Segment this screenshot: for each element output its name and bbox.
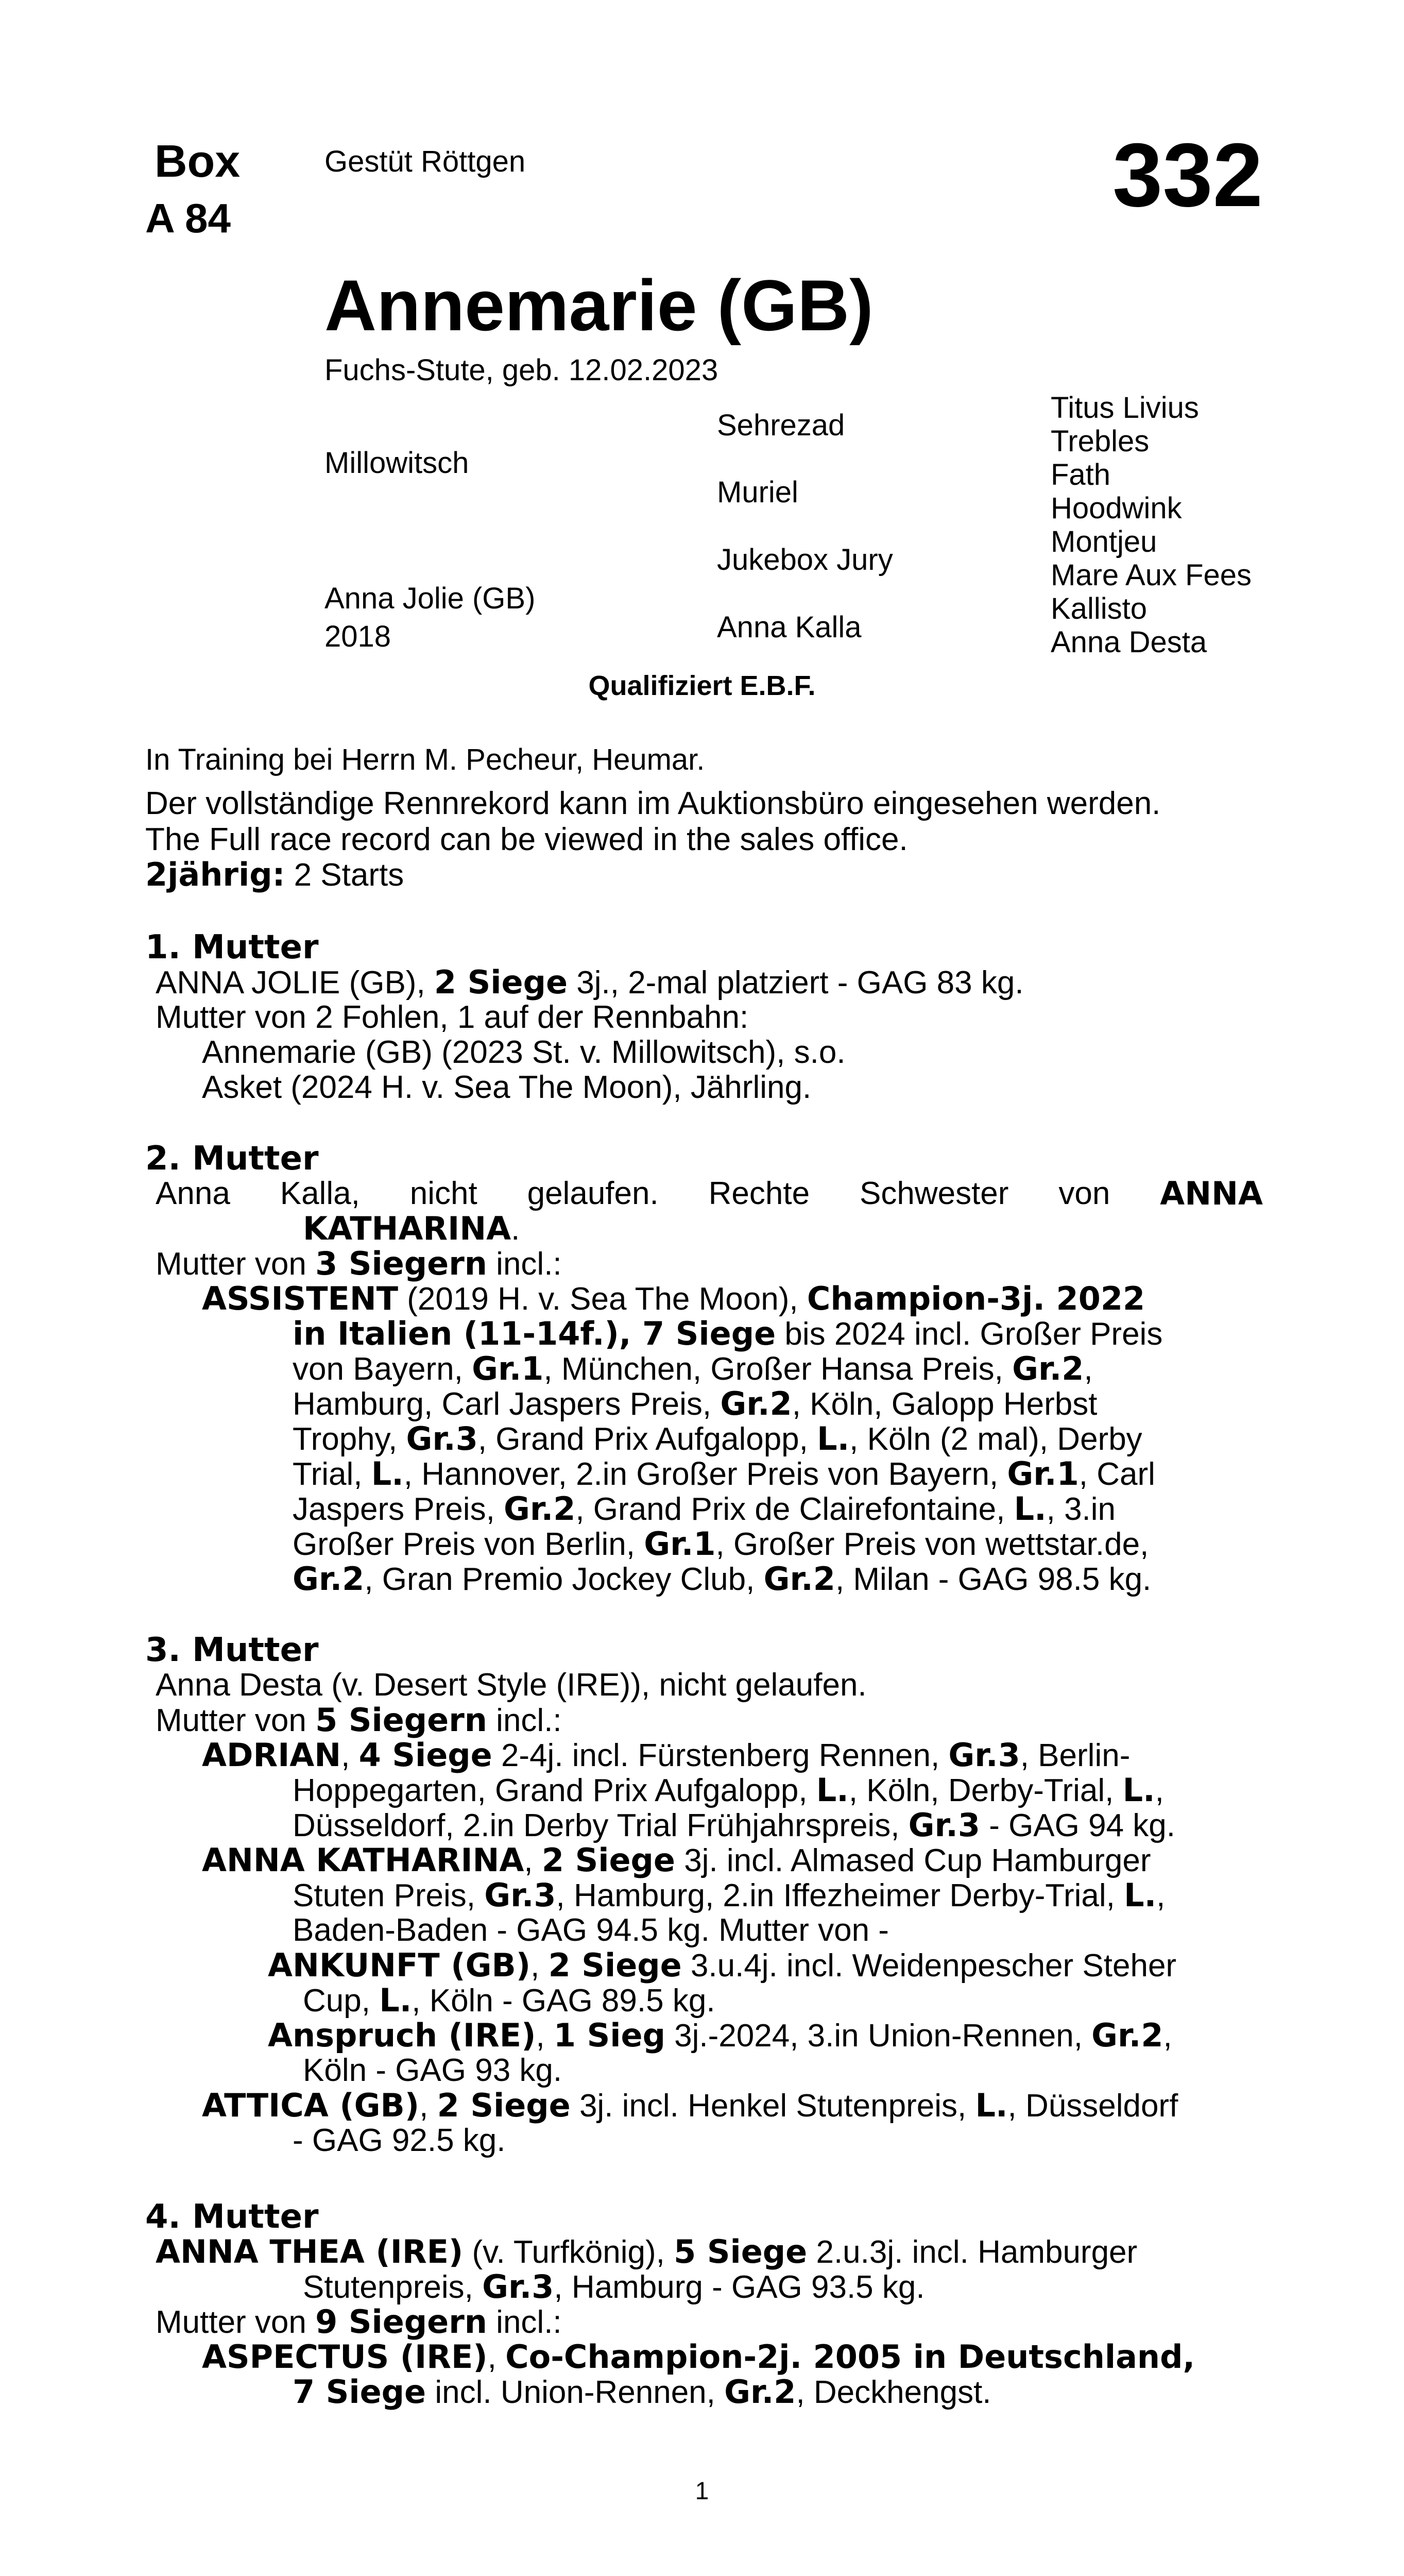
dam2-line: Großer Preis von Berlin, Gr.1, Großer Preis von wettstar.de, — [293, 1525, 1149, 1563]
dam2-line: von Bayern, Gr.1, München, Großer Hansa Preis, Gr.2, — [293, 1350, 1093, 1387]
pedigree-great-grandparent: Hoodwink — [1051, 492, 1182, 525]
two-year-text: 2 Starts — [285, 857, 404, 893]
race-record-de: Der vollständige Rennrekord kann im Auktionsbüro eingesehen werden. — [145, 786, 1161, 821]
section-heading: 2. Mutter — [145, 1140, 319, 1178]
pedigree-great-grandparent: Mare Aux Fees — [1051, 558, 1252, 592]
race-record-en: The Full race record can be viewed in the sales office. — [145, 822, 908, 857]
dam3-line: ATTICA (GB), 2 Siege 3j. incl. Henkel Stutenpreis, L., Düsseldorf — [202, 2087, 1178, 2124]
pedigree-dam: Anna Jolie (GB) — [324, 582, 536, 615]
dam3-line: Anspruch (IRE), 1 Sieg 3j.-2024, 3.in Union-Rennen, Gr.2, — [268, 2016, 1172, 2054]
dam4-line: ANNA THEA (IRE) (v. Turfkönig), 5 Siege 2.u.3j. incl. Hamburger — [156, 2233, 1138, 2270]
dam3-line: Mutter von 5 Siegern incl.: — [156, 1701, 562, 1739]
qualification: Qualifiziert E.B.F. — [588, 670, 816, 701]
two-year-label: 2jährig: — [145, 856, 285, 893]
lot-number: 332 — [1112, 125, 1263, 226]
box-number: A 84 — [145, 195, 231, 241]
dam3-line: Hoppegarten, Grand Prix Aufgalopp, L., Köln, Derby-Trial, L., — [293, 1771, 1164, 1809]
dam2-line: in Italien (11-14f.), 7 Siege bis 2024 incl. Großer Preis — [293, 1315, 1163, 1352]
pedigree-grandparent: Jukebox Jury — [717, 543, 893, 577]
pedigree-grandparent: Muriel — [717, 476, 798, 509]
dam3-line: ADRIAN, 4 Siege 2-4j. incl. Fürstenberg Rennen, Gr.3, Berlin- — [202, 1736, 1131, 1774]
dam3-line: ANNA KATHARINA, 2 Siege 3j. incl. Almased Cup Hamburger — [202, 1841, 1151, 1879]
dam1-line: Annemarie (GB) (2023 St. v. Millowitsch), s.o. — [202, 1035, 846, 1070]
pedigree-grandparent: Sehrezad — [717, 409, 845, 442]
dam3-line: Stuten Preis, Gr.3, Hamburg, 2.in Iffezheimer Derby-Trial, L., — [293, 1876, 1166, 1914]
pedigree-great-grandparent: Anna Desta — [1051, 625, 1207, 659]
dam2-line: Trial, L., Hannover, 2.in Großer Preis von Bayern, Gr.1, Carl — [293, 1455, 1155, 1493]
dam4-line: Stutenpreis, Gr.3, Hamburg - GAG 93.5 kg. — [303, 2268, 925, 2306]
dam2-line: KATHARINA. — [303, 1210, 520, 1247]
breeder: Gestüt Röttgen — [324, 145, 526, 178]
pedigree-dam-year: 2018 — [324, 620, 391, 653]
dam1-line: Asket (2024 H. v. Sea The Moon), Jährling. — [202, 1070, 812, 1105]
dam3-line: Anna Desta (v. Desert Style (IRE)), nicht gelaufen. — [156, 1667, 867, 1703]
dam2-line: Anna Kalla, nicht gelaufen. Rechte Schwester von ANNA — [156, 1175, 1263, 1212]
dam3-line: Köln - GAG 93 kg. — [303, 2053, 562, 2088]
dam2-line: ASSISTENT (2019 H. v. Sea The Moon), Champion-3j. 2022 — [202, 1280, 1145, 1317]
pedigree-sire: Millowitsch — [324, 446, 469, 480]
dam2-line: Jaspers Preis, Gr.2, Grand Prix de Clairefontaine, L., 3.in — [293, 1490, 1116, 1528]
box-label: Box — [155, 135, 241, 187]
dam1-line: Mutter von 2 Fohlen, 1 auf der Rennbahn: — [156, 999, 749, 1035]
dam2-line: Trophy, Gr.3, Grand Prix Aufgalopp, L., Köln (2 mal), Derby — [293, 1420, 1142, 1458]
dam3-line: ANKUNFT (GB), 2 Siege 3.u.4j. incl. Weidenpescher Steher — [268, 1946, 1177, 1984]
dam4-line: Mutter von 9 Siegern incl.: — [156, 2303, 562, 2341]
page-number: 1 — [695, 2478, 709, 2505]
section-heading: 1. Mutter — [145, 928, 319, 967]
pedigree-great-grandparent: Kallisto — [1051, 592, 1147, 625]
section-heading: 3. Mutter — [145, 1631, 319, 1669]
training-info: In Training bei Herrn M. Pecheur, Heumar. — [145, 743, 705, 776]
dam3-line: Cup, L., Köln - GAG 89.5 kg. — [303, 1981, 715, 2019]
dam2-line: Gr.2, Gran Premio Jockey Club, Gr.2, Milan - GAG 98.5 kg. — [293, 1560, 1152, 1598]
pedigree-great-grandparent: Fath — [1051, 458, 1111, 492]
dam2-line: Mutter von 3 Siegern incl.: — [156, 1245, 562, 1282]
pedigree-great-grandparent: Trebles — [1051, 425, 1150, 458]
horse-description: Fuchs-Stute, geb. 12.02.2023 — [324, 353, 718, 387]
dam2-line: Hamburg, Carl Jaspers Preis, Gr.2, Köln, Galopp Herbst — [293, 1385, 1098, 1422]
dam3-line: Baden-Baden - GAG 94.5 kg. Mutter von - — [293, 1912, 889, 1948]
pedigree-great-grandparent: Titus Livius — [1051, 391, 1199, 425]
two-year-record — [145, 857, 404, 893]
pedigree-great-grandparent: Montjeu — [1051, 525, 1157, 558]
dam3-line: - GAG 92.5 kg. — [293, 2123, 506, 2158]
dam4-line: ASPECTUS (IRE), Co-Champion-2j. 2005 in Deutschland, — [202, 2338, 1195, 2376]
dam3-line: Düsseldorf, 2.in Derby Trial Frühjahrspreis, Gr.3 - GAG 94 kg. — [293, 1806, 1176, 1844]
section-heading: 4. Mutter — [145, 2198, 319, 2236]
dam4-line: 7 Siege incl. Union-Rennen, Gr.2, Deckhengst. — [293, 2373, 991, 2411]
dam1-line: ANNA JOLIE (GB), 2 Siege 3j., 2-mal platziert - GAG 83 kg. — [156, 963, 1024, 1001]
horse-name: Annemarie (GB) — [324, 265, 874, 346]
pedigree-grandparent: Anna Kalla — [717, 611, 862, 644]
